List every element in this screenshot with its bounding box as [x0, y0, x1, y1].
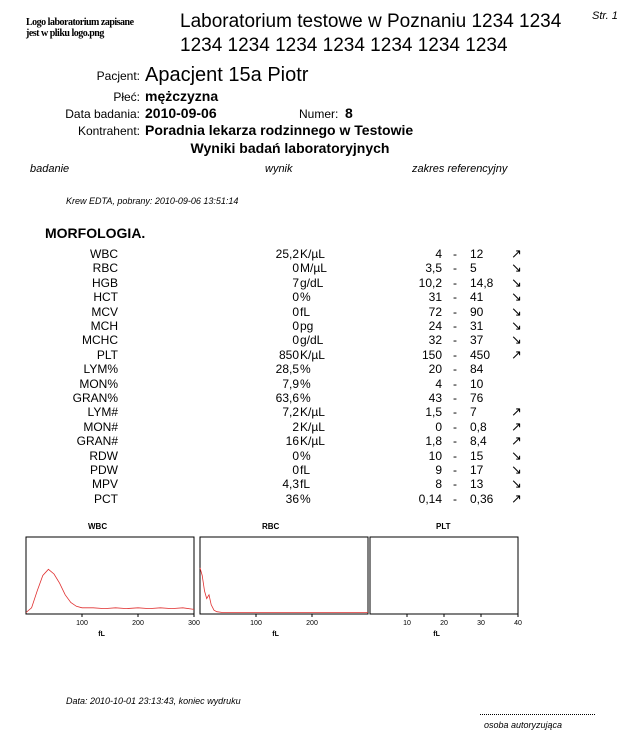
range-min: 150 — [421, 347, 442, 362]
histogram-axis-label: fL — [433, 631, 440, 638]
exam-number: 8 — [345, 105, 353, 121]
range-dash: - — [453, 391, 457, 405]
histogram-tick-label: 200 — [132, 620, 144, 627]
result-value: 16 — [285, 434, 299, 449]
result-unit: M/µL — [300, 261, 327, 276]
histogram-title-wbc: WBC — [88, 522, 108, 531]
print-date: Data: 2010-10-01 23:13:43, koniec wydruku — [66, 696, 241, 706]
result-name: MCV — [91, 304, 118, 319]
result-flag: ↘ — [511, 303, 522, 319]
range-dash: - — [453, 362, 457, 377]
table-row — [0, 391, 625, 405]
table-row — [0, 261, 625, 275]
range-dash: - — [453, 448, 457, 463]
result-unit: % — [300, 376, 311, 391]
histogram-tick-label: 200 — [306, 620, 318, 627]
range-dash: - — [453, 419, 457, 434]
range-min: 24 — [428, 319, 442, 333]
result-value: 7,9 — [282, 376, 299, 391]
column-header-result: wynik — [265, 163, 293, 175]
result-flag: ↘ — [511, 274, 522, 290]
sex-label: Płeć: — [113, 90, 140, 104]
result-flag: ↗ — [511, 433, 522, 449]
result-name: MON% — [79, 376, 118, 391]
result-unit: fL — [300, 463, 311, 477]
result-name: GRAN# — [76, 434, 118, 449]
result-unit: pg — [300, 319, 314, 333]
signature-label: osoba autoryzująca — [484, 720, 563, 730]
range-dash: - — [453, 290, 457, 305]
range-dash: - — [453, 247, 457, 261]
result-value: 36 — [285, 491, 299, 506]
range-dash: - — [453, 434, 457, 449]
sample-info: Krew EDTA, pobrany: 2010-09-06 13:51:14 — [66, 196, 239, 206]
result-value: 0 — [292, 463, 299, 477]
range-min: 0,14 — [418, 491, 442, 506]
result-unit: K/µL — [300, 247, 325, 261]
page-number: Str. 1 — [592, 10, 618, 22]
result-flag: ↘ — [511, 260, 522, 276]
contractor-label: Kontrahent: — [77, 124, 140, 138]
range-min: 1,8 — [425, 434, 442, 449]
column-header-test: badanie — [30, 163, 70, 175]
result-unit: g/dL — [300, 333, 324, 348]
result-unit: % — [300, 448, 311, 463]
result-unit: K/µL — [300, 419, 325, 434]
range-max: 15 — [470, 448, 484, 463]
range-max: 5 — [470, 261, 477, 276]
range-max: 8,4 — [470, 434, 487, 449]
range-max: 450 — [470, 347, 491, 362]
result-flag: ↗ — [511, 346, 522, 362]
histogram-series-line — [26, 569, 194, 612]
result-name: GRAN% — [72, 391, 118, 405]
range-max: 12 — [470, 247, 484, 261]
histogram-title-rbc: RBC — [262, 522, 280, 531]
result-name: MCH — [90, 319, 118, 333]
histogram-tick-label: 20 — [440, 620, 448, 627]
result-value: 28,5 — [275, 362, 299, 377]
lab-title: Laboratorium testowe w Poznaniu 1234 1234 1234 1234 1234 1234 1234 1234 1234 — [180, 11, 562, 56]
range-min: 9 — [435, 463, 442, 477]
range-dash: - — [453, 405, 457, 420]
range-dash: - — [453, 333, 457, 348]
result-flag: ↗ — [511, 418, 522, 434]
result-name: HCT — [93, 290, 118, 305]
range-dash: - — [453, 376, 457, 391]
result-flag: ↘ — [511, 332, 522, 348]
range-dash: - — [453, 304, 457, 319]
histogram-frame — [26, 537, 194, 614]
histogram-tick-label: 10 — [403, 620, 411, 627]
table-row — [0, 276, 625, 290]
table-row — [0, 319, 625, 333]
range-dash: - — [453, 463, 457, 477]
result-value: 0 — [292, 290, 299, 305]
result-name: MCHC — [82, 333, 118, 348]
range-min: 4 — [435, 376, 442, 391]
table-row — [0, 492, 625, 506]
range-max: 41 — [470, 290, 484, 305]
result-value: 0 — [292, 319, 299, 333]
result-value: 63,6 — [275, 391, 299, 405]
result-value: 0 — [292, 304, 299, 319]
table-row — [0, 305, 625, 319]
table-row — [0, 290, 625, 304]
test-group-title: MORFOLOGIA. — [45, 225, 146, 241]
range-dash: - — [453, 275, 457, 290]
table-row — [0, 434, 625, 448]
range-min: 20 — [428, 362, 442, 377]
result-name: PLT — [96, 347, 118, 362]
result-value: 0 — [292, 333, 299, 348]
table-row — [0, 449, 625, 463]
histogram-tick-label: 300 — [188, 620, 200, 627]
histogram-frame — [200, 537, 368, 614]
range-max: 84 — [470, 362, 484, 377]
report-title: Wyniki badań laboratoryjnych — [190, 140, 390, 156]
range-dash: - — [453, 347, 457, 362]
result-value: 2 — [292, 419, 299, 434]
range-max: 90 — [470, 304, 484, 319]
result-unit: K/µL — [300, 405, 325, 420]
range-max: 76 — [470, 391, 484, 405]
number-label: Numer: — [299, 107, 339, 121]
result-name: MPV — [91, 477, 118, 492]
range-max: 0,8 — [470, 419, 487, 434]
result-value: 4,3 — [282, 477, 299, 492]
result-name: HGB — [91, 275, 118, 290]
result-flag: ↘ — [511, 462, 522, 477]
result-flag: ↗ — [511, 246, 522, 261]
range-dash: - — [453, 491, 457, 506]
table-row — [0, 477, 625, 491]
range-min: 3,5 — [425, 261, 442, 276]
exam-date: 2010-09-06 — [145, 105, 217, 121]
result-unit: % — [300, 362, 311, 377]
table-row — [0, 333, 625, 347]
range-min: 31 — [428, 290, 442, 305]
histogram-axis-label: fL — [272, 631, 279, 638]
result-flag: ↘ — [511, 289, 522, 305]
histograms — [0, 530, 625, 640]
range-dash: - — [453, 477, 457, 492]
range-max: 31 — [470, 319, 484, 333]
range-dash: - — [453, 261, 457, 276]
table-row — [0, 348, 625, 362]
result-value: 0 — [292, 261, 299, 276]
result-unit: K/µL — [300, 347, 325, 362]
range-min: 4 — [435, 247, 442, 261]
range-min: 8 — [435, 477, 442, 492]
column-header-range: zakres referencyjny — [412, 163, 508, 175]
table-row — [0, 377, 625, 391]
result-name: RBC — [92, 261, 118, 276]
result-value: 25,2 — [275, 247, 299, 261]
result-unit: fL — [300, 477, 311, 492]
table-row — [0, 463, 625, 477]
result-flag: ↘ — [511, 447, 522, 463]
histogram-axis-label: fL — [98, 631, 105, 638]
result-name: WBC — [90, 247, 118, 261]
result-name: RDW — [89, 448, 118, 463]
range-max: 37 — [470, 333, 484, 348]
histogram-series-line — [200, 568, 368, 613]
result-unit: fL — [300, 304, 311, 319]
histogram-frame — [370, 537, 518, 614]
result-unit: K/µL — [300, 434, 325, 449]
range-min: 32 — [428, 333, 442, 348]
contractor: Poradnia lekarza rodzinnego w Testowie — [145, 122, 414, 138]
result-value: 7,2 — [282, 405, 299, 420]
lab-logo: Logo laboratorium zapisane jest w pliku logo.png — [26, 17, 134, 39]
result-flag: ↗ — [511, 490, 522, 506]
result-unit: % — [300, 391, 311, 405]
result-name: LYM% — [83, 362, 118, 377]
result-name: MON# — [83, 419, 118, 434]
result-name: PDW — [90, 463, 118, 477]
range-max: 14,8 — [470, 275, 494, 290]
range-max: 10 — [470, 376, 484, 391]
patient-sex: mężczyzna — [145, 88, 219, 104]
result-unit: g/dL — [300, 275, 324, 290]
range-min: 10,2 — [418, 275, 442, 290]
histogram-tick-label: 30 — [477, 620, 485, 627]
table-row — [0, 405, 625, 419]
result-value: 850 — [278, 347, 299, 362]
result-value: 7 — [292, 275, 299, 290]
range-max: 13 — [470, 477, 484, 492]
range-max: 7 — [470, 405, 477, 420]
histogram-tick-label: 40 — [514, 620, 522, 627]
result-flag: ↘ — [511, 476, 522, 492]
date-label: Data badania: — [65, 107, 140, 121]
range-min: 1,5 — [425, 405, 442, 420]
result-flag: ↗ — [511, 404, 522, 420]
table-row — [0, 362, 625, 376]
range-min: 0 — [435, 419, 442, 434]
range-min: 72 — [428, 304, 442, 319]
patient-name: Apacjent 15a Piotr — [145, 64, 309, 86]
result-unit: % — [300, 491, 311, 506]
range-max: 0,36 — [470, 491, 494, 506]
range-max: 17 — [470, 463, 484, 477]
result-value: 0 — [292, 448, 299, 463]
range-dash: - — [453, 319, 457, 333]
signature-line — [480, 714, 595, 715]
table-row — [0, 247, 625, 261]
range-min: 43 — [428, 391, 442, 405]
table-row — [0, 420, 625, 434]
histogram-title-plt: PLT — [436, 522, 451, 531]
result-flag: ↘ — [511, 318, 522, 333]
patient-label: Pacjent: — [96, 69, 140, 83]
result-name: LYM# — [87, 405, 118, 420]
histogram-tick-label: 100 — [76, 620, 88, 627]
range-min: 10 — [428, 448, 442, 463]
result-unit: % — [300, 290, 311, 305]
histogram-tick-label: 100 — [250, 620, 262, 627]
result-name: PCT — [94, 491, 118, 506]
